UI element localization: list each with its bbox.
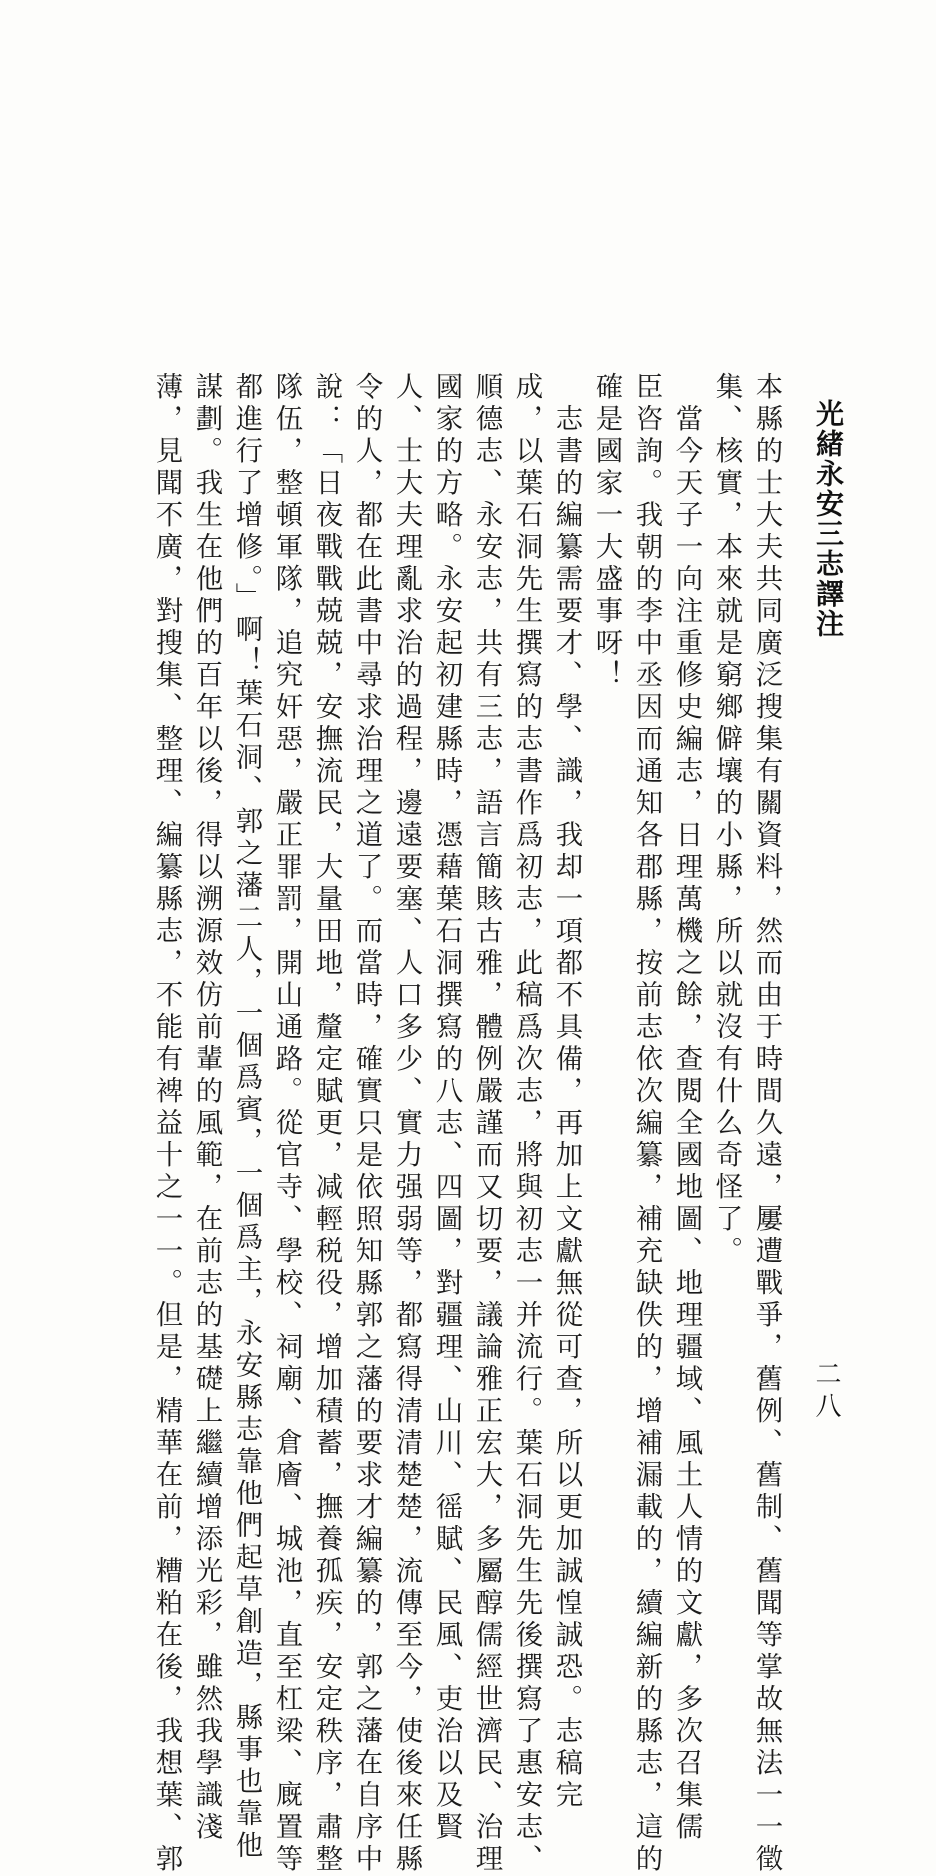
- text-column: 順德志、永安志，共有三志，語言簡賅古雅，體例嚴謹而又切要，議論雅正宏大，多屬醇儒經世濟民、治理: [470, 372, 502, 1876]
- page-number: 二八: [811, 1360, 841, 1424]
- text-column: 都進行了增修。」啊！葉石洞、郭之藩二人，一個爲賓，一個爲主，永安縣志靠他們起草創造，縣事也靠他: [230, 372, 262, 1863]
- running-header: 光緒永安三志譯注: [812, 399, 845, 639]
- text-column: 令的人，都在此書中尋求治理之道了。而當時，確實只是依照知縣郭之藩的要求才編纂的，郭之藩在自序中: [350, 372, 382, 1876]
- text-column: 薄，見聞不廣，對搜集、整理、編纂縣志，不能有裨益十之一一。但是，精華在前，糟粕在後，我想葉、郭: [150, 372, 182, 1876]
- text-column: 本縣的士大夫共同廣泛搜集有關資料，然而由于時間久遠，屢遭戰爭，舊例、舊制、舊聞等掌故無法一一徵: [750, 372, 782, 1876]
- text-column: 臣咨詢。我朝的李中丞因而通知各郡縣，按前志依次編纂，補充缺佚的，增補漏載的，續編新的縣志，這的: [630, 372, 662, 1876]
- text-column: 人、士大夫理亂求治的過程，邊遠要塞、人口多少、實力强弱等，都寫得清清楚楚，流傳至今，使後來任縣: [390, 372, 422, 1876]
- text-column: 謀劃。我生在他們的百年以後，得以溯源效仿前輩的風範，在前志的基礎上繼續增添光彩，雖然我學識淺: [190, 372, 222, 1844]
- text-column: 集、核實，本來就是窮鄉僻壤的小縣，所以就沒有什么奇怪了。: [710, 372, 742, 1268]
- text-column: 隊伍，整頓軍隊，追究奸惡，嚴正罪罰，開山通路。從官寺、學校、祠廟、倉廥、城池，直至杠梁、廐置等: [270, 372, 302, 1876]
- text-column: 確是國家一大盛事呀！: [590, 372, 622, 692]
- text-column: 志書的編纂需要才、學、識，我却一項都不具備，再加上文獻無從可查，所以更加誠惶誠恐。志稿完: [550, 404, 582, 1812]
- text-column: 成，以葉石洞先生撰寫的志書作爲初志，此稿爲次志，將與初志一并流行。葉石洞先生先後撰寫了惠安志、: [510, 372, 542, 1876]
- text-column: 當今天子一向注重修史編志，日理萬機之餘，查閱全國地圖、地理疆域、風土人情的文獻，多次召集儒: [670, 404, 702, 1844]
- text-column: 國家的方略。永安起初建縣時，憑藉葉石洞撰寫的八志、四圖，對疆理、山川、徭賦、民風、吏治以及賢: [430, 372, 462, 1844]
- text-column: 說：「日夜戰戰兢兢，安撫流民，大量田地，釐定賦更，减輕税役，增加積蓄，撫養孤疾，安定秩序，肅整: [310, 372, 342, 1876]
